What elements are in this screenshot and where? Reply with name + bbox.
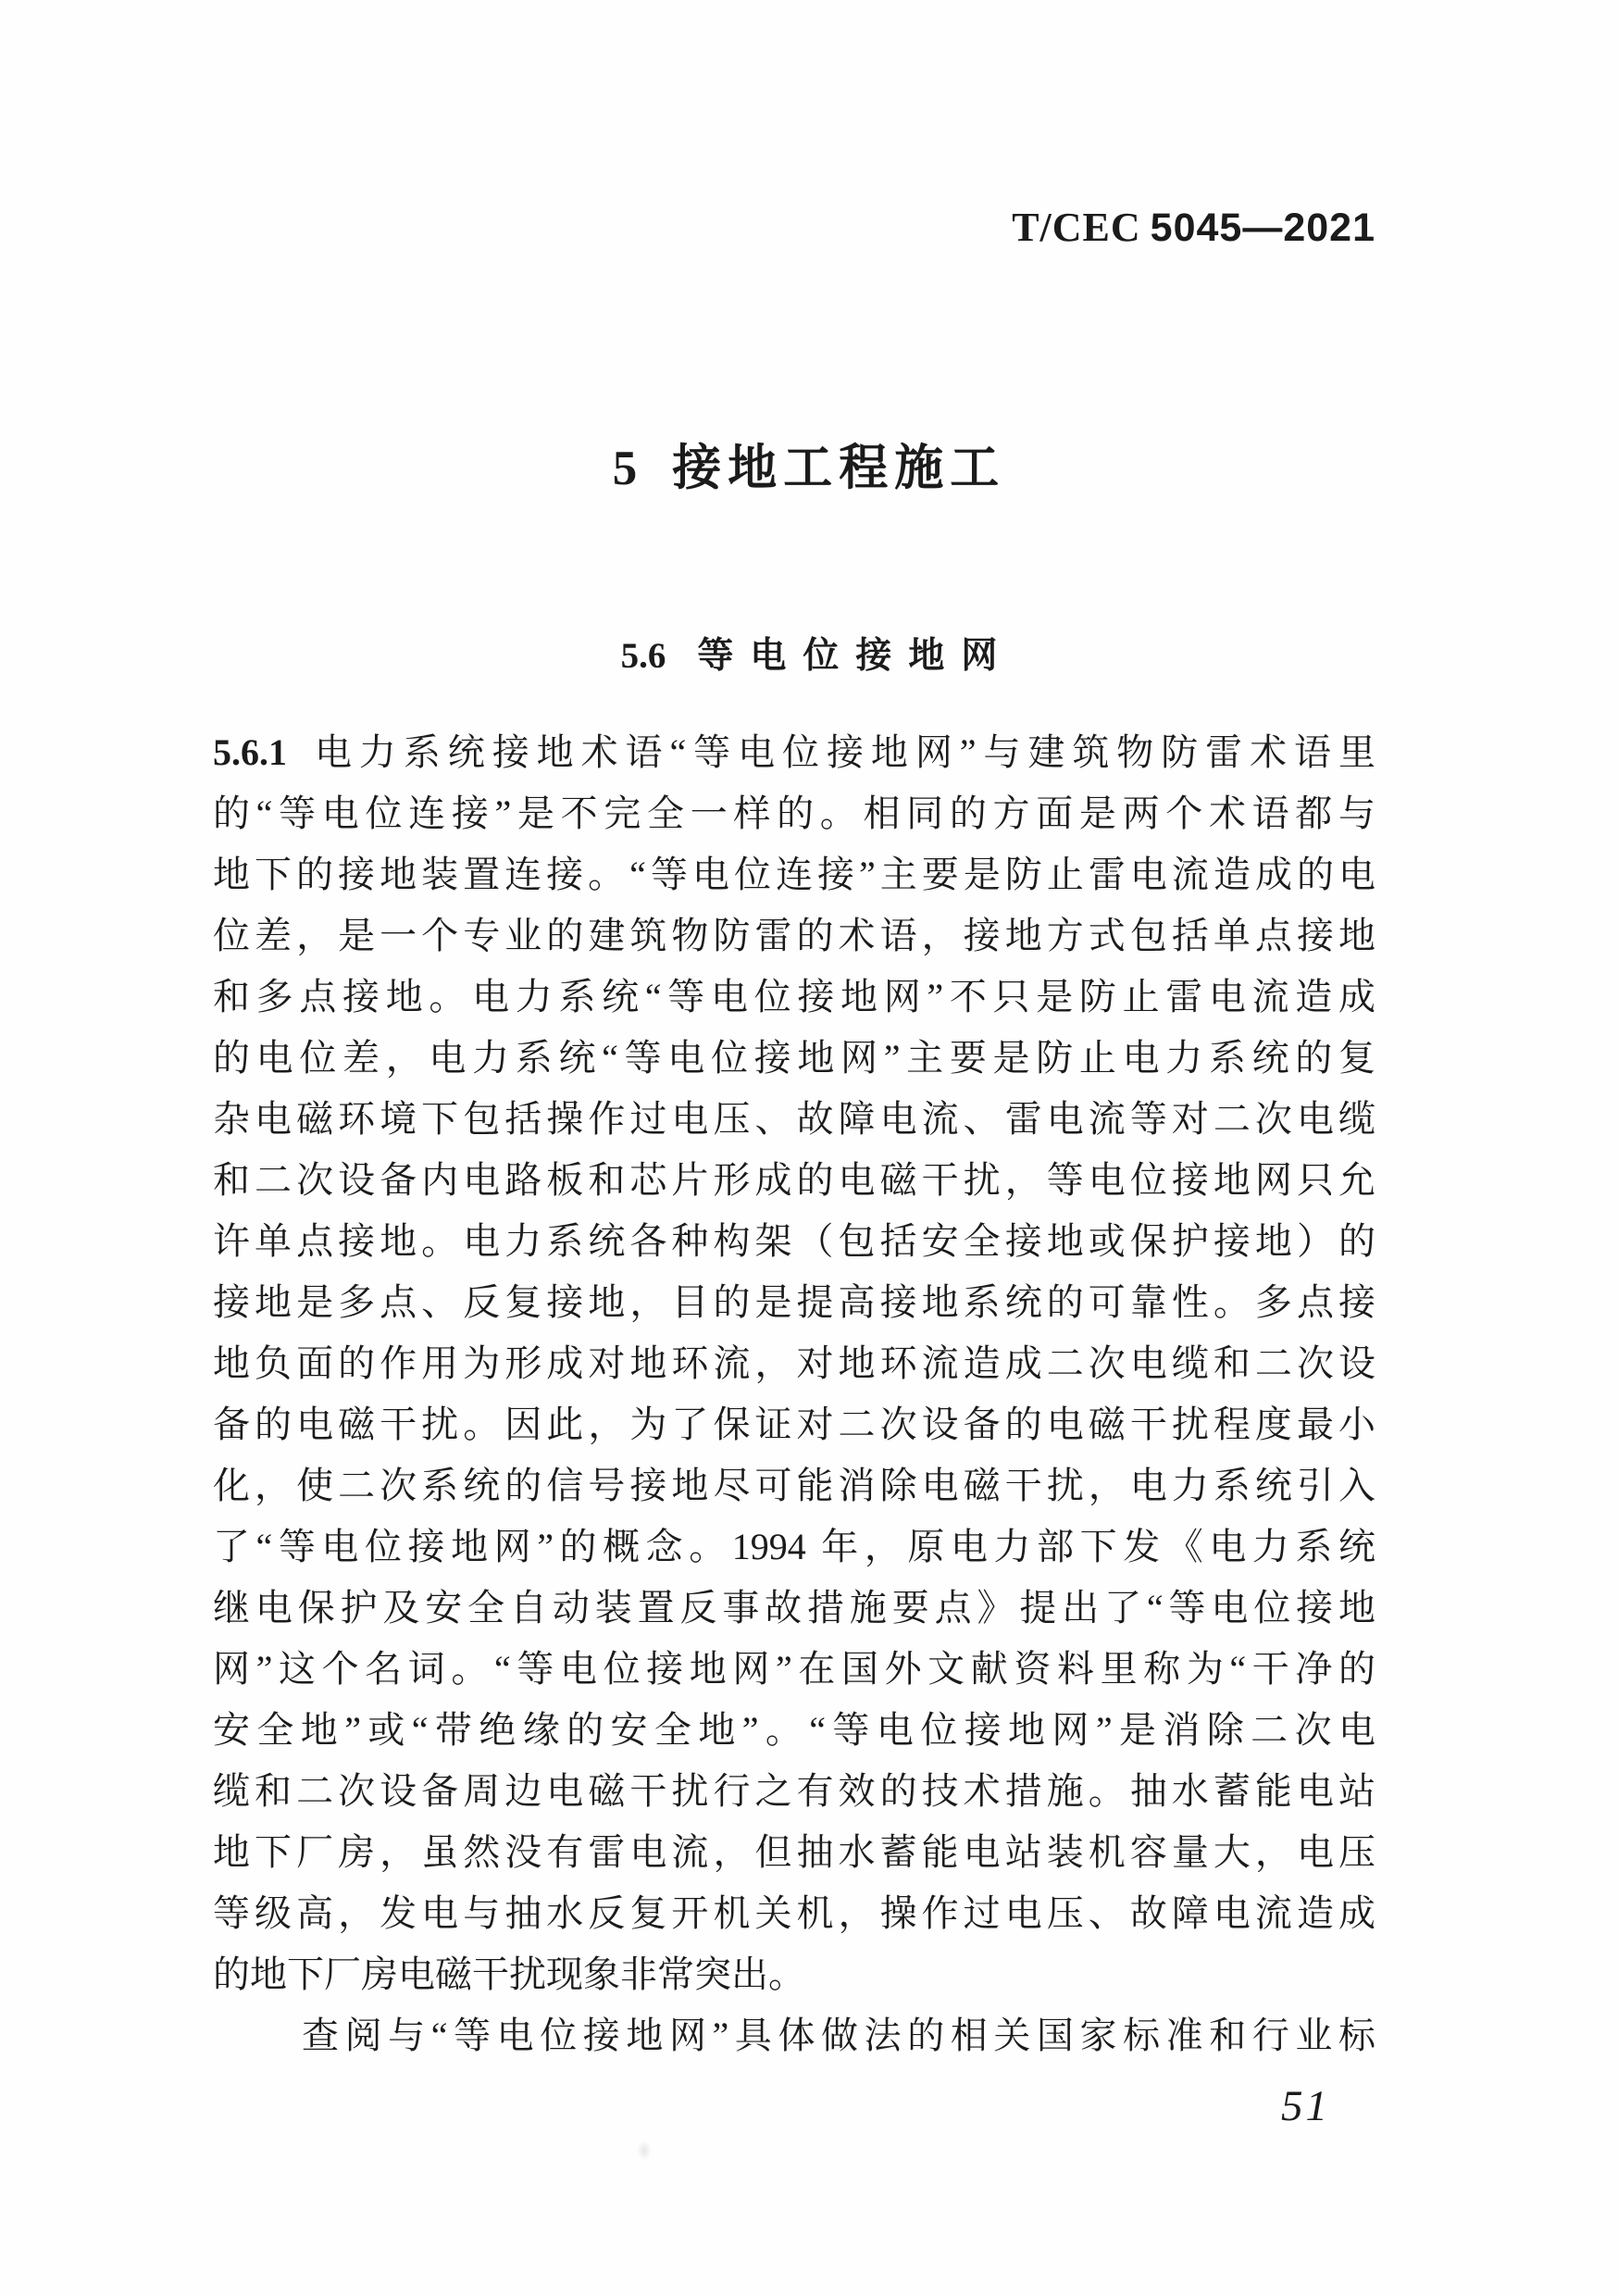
body-line: 安全地”或“带绝缘的安全地”。“等电位接地网”是消除二次电 xyxy=(213,1709,1375,1751)
body-line: 地下的接地装置连接。“等电位连接”主要是防止雷电流造成的电 xyxy=(213,854,1375,895)
section-heading xyxy=(0,635,1618,678)
body-line: 等级高，发电与抽水反复开机关机，操作过电压、故障电流造成 xyxy=(213,1892,1375,1934)
body-line: 网”这个名词。“等电位接地网”在国外文献资料里称为“干净的 xyxy=(213,1648,1375,1690)
body-line: 的“等电位连接”是不完全一样的。相同的方面是两个术语都与 xyxy=(213,792,1375,834)
body-line: 的地下厂房电磁干扰现象非常突出。 xyxy=(213,1953,805,1995)
chapter-title xyxy=(0,441,1618,496)
body-line: 杂电磁环境下包括操作过电压、故障电流、雷电流等对二次电缆 xyxy=(213,1098,1375,1140)
body-line: 和二次设备内电路板和芯片形成的电磁干扰，等电位接地网只允 xyxy=(213,1159,1375,1201)
body-line: 许单点接地。电力系统各种构架（包括安全接地或保护接地）的 xyxy=(213,1220,1375,1262)
standard-number: 5045—2021 xyxy=(1150,206,1375,250)
body-line-text: 电力系统接地术语“等电位接地网”与建筑物防雷术语里 xyxy=(307,731,1375,773)
clause-paragraph xyxy=(213,722,1375,2066)
standard-prefix: T/CEC xyxy=(1012,205,1141,250)
chapter-number: 5 xyxy=(612,442,638,495)
body-line: 查阅与“等电位接地网”具体做法的相关国家标准和行业标 xyxy=(302,2015,1375,2056)
section-title-text: 等电位接地网 xyxy=(697,636,1014,676)
clause-number: 5.6.1 xyxy=(213,731,287,773)
body-line: 位差，是一个专业的建筑物防雷的术语，接地方式包括单点接地 xyxy=(213,915,1375,956)
scan-artifact xyxy=(637,2140,652,2161)
page-number: 51 xyxy=(1281,2082,1330,2130)
body-line: 地下厂房，虽然没有雷电流，但抽水蓄能电站装机容量大，电压 xyxy=(213,1831,1375,1873)
body-line: 化，使二次系统的信号接地尽可能消除电磁干扰，电力系统引入 xyxy=(213,1465,1375,1506)
standard-code-header xyxy=(213,204,1375,251)
body-line xyxy=(213,722,1375,783)
section-number: 5.6 xyxy=(620,636,666,676)
chapter-title-text: 接地工程施工 xyxy=(672,442,1006,495)
body-line: 缆和二次设备周边电磁干扰行之有效的技术措施。抽水蓄能电站 xyxy=(213,1770,1375,1812)
body-line: 和多点接地。电力系统“等电位接地网”不只是防止雷电流造成 xyxy=(213,976,1375,1017)
body-line: 了“等电位接地网”的概念。1994 年，原电力部下发《电力系统 xyxy=(213,1526,1375,1567)
body-line: 继电保护及安全自动装置反事故措施要点》提出了“等电位接地 xyxy=(213,1587,1375,1628)
body-line: 接地是多点、反复接地，目的是提高接地系统的可靠性。多点接 xyxy=(213,1281,1375,1323)
body-line: 备的电磁干扰。因此，为了保证对二次设备的电磁干扰程度最小 xyxy=(213,1404,1375,1445)
body-line: 的电位差，电力系统“等电位接地网”主要是防止电力系统的复 xyxy=(213,1037,1375,1079)
body-line: 地负面的作用为形成对地环流，对地环流造成二次电缆和二次设 xyxy=(213,1342,1375,1384)
